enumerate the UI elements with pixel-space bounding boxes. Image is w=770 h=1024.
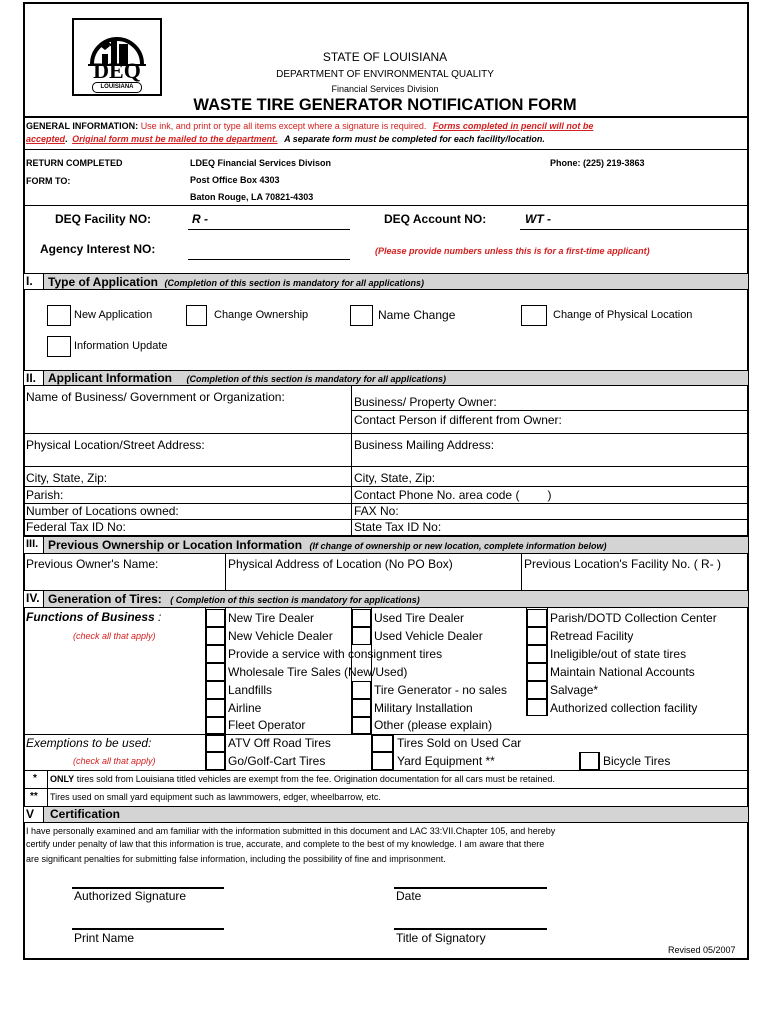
section-2-title: Applicant Information <box>48 371 172 385</box>
section-2-num: II. <box>24 371 44 385</box>
used-vehicle-dealer-checkbox[interactable] <box>352 627 371 645</box>
ids-note: (Please provide numbers unless this is for a first-time applicant) <box>375 246 650 256</box>
physical-location-field[interactable]: Physical Location/Street Address: <box>26 438 205 452</box>
facility-no-label: DEQ Facility NO: <box>55 212 152 226</box>
logo-text: DEQ <box>93 58 141 83</box>
salvage-label: Salvage* <box>550 683 599 697</box>
section-2-title-row <box>48 371 446 386</box>
parish-dotd-checkbox[interactable] <box>527 609 547 627</box>
account-no-label: DEQ Account NO: <box>384 212 487 226</box>
wholesale-checkbox[interactable] <box>206 663 225 681</box>
state-tax-field[interactable]: State Tax ID No: <box>354 520 442 534</box>
pencil-warning-cont: accepted <box>26 134 66 144</box>
division-title: Financial Services Division <box>331 84 439 94</box>
tire-generator-label: Tire Generator - no sales <box>374 683 507 697</box>
prev-facility-field[interactable]: Previous Location's Facility No. ( R- ) <box>524 557 722 571</box>
exemptions-label: Exemptions to be used: <box>26 736 152 750</box>
section-3-divider-1 <box>225 554 226 590</box>
yard-equipment-label: Yard Equipment ** <box>397 754 495 768</box>
date-label: Date <box>396 889 422 903</box>
section-1-note: (Completion of this section is mandatory for all applications) <box>164 278 424 288</box>
tire-generator-checkbox[interactable] <box>352 681 371 699</box>
grid-v-2 <box>225 608 226 770</box>
section-1-header <box>24 273 748 290</box>
section-1-num: I. <box>24 274 44 289</box>
information-update-label: Information Update <box>74 340 168 352</box>
airline-checkbox[interactable] <box>206 699 225 717</box>
retread-checkbox[interactable] <box>527 627 547 645</box>
parish-dotd-label: Parish/DOTD Collection Center <box>550 611 717 625</box>
title-signatory-label: Title of Signatory <box>396 931 486 945</box>
change-ownership-checkbox[interactable] <box>186 305 207 326</box>
used-tire-dealer-checkbox[interactable] <box>352 609 371 627</box>
used-vehicle-dealer-label: Used Vehicle Dealer <box>374 629 483 643</box>
footnote-1-text <box>50 774 555 784</box>
change-location-checkbox[interactable] <box>521 305 547 326</box>
other-checkbox[interactable] <box>352 717 371 734</box>
certification-line-3: are significant penalties for submitting false information, including the possibility of fine and imprisonment. <box>26 854 446 864</box>
rule-2c <box>24 466 748 467</box>
change-ownership-label: Change Ownership <box>214 309 309 321</box>
general-info-line-1 <box>26 121 593 131</box>
information-update-checkbox[interactable] <box>47 336 71 357</box>
section-4-num: IV. <box>24 591 44 607</box>
wholesale-label: Wholesale Tire Sales (New/Used) <box>228 665 408 679</box>
form-title: WASTE TIRE GENERATOR NOTIFICATION FORM <box>193 96 577 114</box>
original-warning: Original form must be mailed to the department. <box>72 134 278 144</box>
section-4-title: Generation of Tires: <box>48 592 162 606</box>
contact-person-field[interactable]: Contact Person if different from Owner: <box>354 413 562 427</box>
separate-note: A separate form must be completed for each facility/location. <box>284 134 545 144</box>
footnote-1-body: tires sold from Louisiana titled vehicles are exempt from the fee. Origination documentation for all cars must be retained. <box>76 774 555 784</box>
rule-2d <box>24 486 748 487</box>
fleet-operator-checkbox[interactable] <box>206 717 225 734</box>
section-3-title-row <box>48 537 607 554</box>
atv-label: ATV Off Road Tires <box>228 736 331 750</box>
footnote-rule-2 <box>24 788 748 789</box>
contact-phone-close: ) <box>547 488 552 502</box>
exemptions-check-all: (check all that apply) <box>73 756 156 766</box>
section-1-title-row <box>48 274 424 291</box>
agency-interest-label: Agency Interest NO: <box>40 242 156 256</box>
ineligible-label: Ineligible/out of state tires <box>550 647 687 661</box>
return-address-2: Post Office Box 4303 <box>190 175 280 185</box>
change-location-label: Change of Physical Location <box>553 309 693 321</box>
footnote-star-1: * <box>33 773 37 784</box>
certification-line-2: certify under penalty of law that this information is true, accurate, and complete to the best of my knowledge. I am aware that there <box>26 839 545 849</box>
city-state-zip-left-field[interactable]: City, State, Zip: <box>26 471 108 485</box>
general-info-sep: . <box>65 134 68 144</box>
new-application-label: New Application <box>74 309 153 321</box>
section-1-title: Type of Application <box>48 275 158 289</box>
title-signatory-line[interactable] <box>394 928 547 930</box>
other-label: Other (please explain) <box>374 718 493 732</box>
ineligible-checkbox[interactable] <box>527 645 547 663</box>
military-checkbox[interactable] <box>352 699 371 717</box>
used-car-tires-checkbox[interactable] <box>372 735 393 752</box>
return-address-1: LDEQ Financial Services Divison <box>190 158 332 168</box>
signature-label: Authorized Signature <box>74 889 187 903</box>
consignment-label: Provide a service with consignment tires <box>228 647 443 661</box>
certification-line-1: I have personally examined and am familiar with the information submitted in this document and LAC 33:VII.Chapter 105, and hereby <box>26 826 556 836</box>
authorized-facility-label: Authorized collection facility <box>550 701 698 715</box>
revised-date: Revised 05/2007 <box>668 945 736 955</box>
contact-phone-label: Contact Phone No. area code ( <box>354 488 520 502</box>
functions-label-text: Functions of Business <box>26 610 155 624</box>
section-3-title: Previous Ownership or Location Information <box>48 538 303 552</box>
military-label: Military Installation <box>374 701 473 715</box>
facility-no-field[interactable] <box>188 229 350 230</box>
functions-colon: : <box>158 610 162 624</box>
print-name-line[interactable] <box>72 928 224 930</box>
section-2-header <box>24 370 748 386</box>
logo-subtext-label: LOUISIANA <box>100 84 134 90</box>
general-info-label: GENERAL INFORMATION: <box>26 121 139 131</box>
print-name-label: Print Name <box>74 931 135 945</box>
parish-field[interactable]: Parish: <box>26 488 64 502</box>
state-title: STATE OF LOUISIANA <box>322 50 448 64</box>
grid-v-6 <box>547 608 548 716</box>
section-3-num: III. <box>24 537 44 553</box>
section-2-note: (Completion of this section is mandatory for all applications) <box>186 374 446 384</box>
landfills-label: Landfills <box>228 683 273 697</box>
section-3-divider-2 <box>521 554 522 590</box>
return-phone: Phone: (225) 219-3863 <box>550 158 645 168</box>
new-tire-dealer-checkbox[interactable] <box>206 609 225 627</box>
footnote-rule-1 <box>24 770 748 771</box>
airline-label: Airline <box>228 701 262 715</box>
new-vehicle-dealer-checkbox[interactable] <box>206 627 225 645</box>
fax-field[interactable]: FAX No: <box>354 504 399 518</box>
department-title: DEPARTMENT OF ENVIRONMENTAL QUALITY <box>276 69 494 80</box>
salvage-checkbox[interactable] <box>527 681 547 699</box>
title-rule <box>24 116 748 118</box>
return-address-3: Baton Rouge, LA 70821-4303 <box>190 192 314 202</box>
return-label-1: RETURN COMPLETED <box>26 158 123 168</box>
rule-2b <box>24 433 748 434</box>
atv-checkbox[interactable] <box>206 735 225 752</box>
return-label-2: FORM TO: <box>26 176 71 186</box>
business-name-field[interactable]: Name of Business/ Government or Organization: <box>26 390 285 404</box>
footnote-2-text: Tires used on small yard equipment such as lawnmowers, edger, wheelbarrow, etc. <box>50 792 381 802</box>
agency-interest-field[interactable] <box>188 259 350 260</box>
name-change-label: Name Change <box>378 308 456 322</box>
city-state-zip-right-field[interactable]: City, State, Zip: <box>354 471 436 485</box>
general-info-text: Use ink, and print or type all items except where a signature is required. <box>140 121 427 131</box>
name-change-checkbox[interactable] <box>350 305 373 326</box>
grid-v-8 <box>393 734 394 770</box>
section-5-title: Certification <box>50 807 121 821</box>
bicycle-tires-checkbox[interactable] <box>580 752 599 770</box>
section-4-header <box>24 590 748 608</box>
mailing-address-field[interactable]: Business Mailing Address: <box>354 438 495 452</box>
new-tire-dealer-label: New Tire Dealer <box>228 611 315 625</box>
footnote-1-bold: ONLY <box>50 774 75 784</box>
national-accounts-label: Maintain National Accounts <box>550 665 695 679</box>
authorized-facility-checkbox[interactable] <box>527 699 547 716</box>
prev-address-field[interactable]: Physical Address of Location (No PO Box) <box>228 557 453 571</box>
general-info-line-2 <box>26 134 545 144</box>
section-3-note: (If change of ownership or new location, complete information below) <box>309 541 607 551</box>
new-vehicle-dealer-label: New Vehicle Dealer <box>228 629 333 643</box>
section-2-divider <box>351 386 352 536</box>
landfills-checkbox[interactable] <box>206 681 225 699</box>
locations-owned-field[interactable]: Number of Locations owned: <box>26 504 179 518</box>
consignment-checkbox[interactable] <box>206 645 225 663</box>
section-5-header <box>24 806 748 823</box>
federal-tax-field[interactable]: Federal Tax ID No: <box>26 520 126 534</box>
section-5-num: V <box>24 807 44 822</box>
rule-after-general <box>24 149 748 150</box>
account-no-field[interactable] <box>520 229 748 230</box>
section-3-header <box>24 536 748 554</box>
functions-label <box>26 610 161 624</box>
prev-owner-field[interactable]: Previous Owner's Name: <box>26 557 159 571</box>
section-4-note: ( Completion of this section is mandatory for applications) <box>170 595 420 605</box>
property-owner-field[interactable]: Business/ Property Owner: <box>354 395 497 409</box>
new-application-checkbox[interactable] <box>47 305 71 326</box>
grid-v-10 <box>599 752 600 770</box>
account-no-prefix: WT - <box>525 212 551 226</box>
national-accounts-checkbox[interactable] <box>527 663 547 681</box>
rule-2a <box>351 410 748 411</box>
section-4-title-row <box>48 591 420 608</box>
fleet-operator-label: Fleet Operator <box>228 718 306 732</box>
bicycle-tires-label: Bicycle Tires <box>603 754 671 768</box>
facility-no-prefix: R - <box>192 212 208 226</box>
retread-label: Retread Facility <box>550 629 634 643</box>
golf-cart-checkbox[interactable] <box>206 752 225 770</box>
yard-equipment-checkbox[interactable] <box>372 752 393 770</box>
pencil-warning: Forms completed in pencil will not be <box>432 121 594 131</box>
used-tire-dealer-label: Used Tire Dealer <box>374 611 465 625</box>
golf-cart-label: Go/Golf-Cart Tires <box>228 754 326 768</box>
footnote-star-2: ** <box>30 791 38 802</box>
used-car-tires-label: Tires Sold on Used Car <box>397 736 522 750</box>
rule-after-return <box>24 205 748 206</box>
contact-phone-field[interactable] <box>354 488 551 502</box>
functions-check-all: (check all that apply) <box>73 631 156 641</box>
